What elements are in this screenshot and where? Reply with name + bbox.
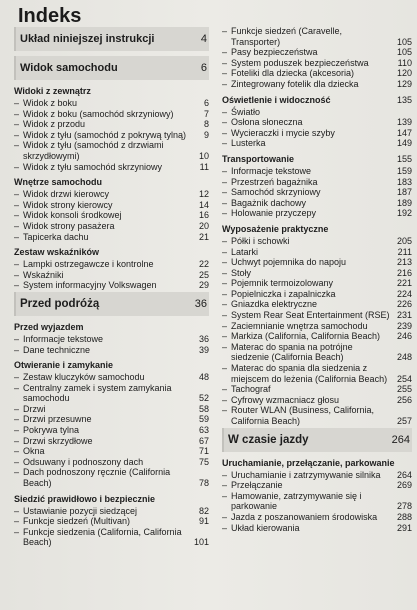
page-number: 264	[396, 469, 412, 480]
subsection-label: Transportowanie	[222, 153, 295, 164]
entry-label: Pasy bezpieczeństwa	[231, 47, 318, 58]
entry-label: Uruchamianie i zatrzymywanie silnika	[231, 469, 381, 480]
page-number: 159	[396, 165, 412, 176]
index-entry[interactable]	[14, 345, 209, 356]
entry-label: Foteliki dla dziecka (akcesoria)	[231, 68, 355, 79]
index-entry[interactable]	[222, 331, 412, 342]
page-number: 231	[396, 310, 412, 321]
page-number: 224	[396, 288, 412, 299]
page-number: 75	[198, 456, 209, 467]
section-header[interactable]	[14, 292, 209, 316]
page-number: 192	[396, 208, 412, 219]
entry-label: Wskaźniki	[23, 269, 64, 280]
section-label: Układ niniejszej instrukcji	[20, 33, 155, 45]
page-number: 269	[396, 480, 412, 491]
index-entry[interactable]	[14, 457, 209, 468]
index-entry[interactable]	[222, 166, 412, 177]
entry-label: Materac do spania na potrójne siedzenie (California Beach)	[231, 341, 353, 363]
page-number: 12	[198, 189, 209, 200]
page-number: 147	[396, 127, 412, 138]
entry-label: Widok konsoli środkowej	[23, 210, 122, 221]
entry-label: Ustawianie pozycji siedzącej	[23, 505, 138, 516]
entry-label: Uchwyt pojemnika do napoju	[231, 257, 347, 268]
page-number: 189	[396, 197, 412, 208]
entry-label: Widok z przodu	[23, 119, 86, 130]
entry-label: Widok strony pasażera	[23, 220, 115, 231]
page-number: 257	[396, 416, 412, 426]
index-entry[interactable]	[222, 187, 412, 198]
index-entry[interactable]	[222, 384, 412, 395]
index-entry[interactable]	[222, 138, 412, 149]
index-entry[interactable]	[14, 130, 209, 141]
index-entry[interactable]	[14, 162, 209, 173]
index-entry[interactable]	[222, 128, 412, 139]
index-entry[interactable]	[14, 119, 209, 130]
page-number: 110	[397, 57, 412, 68]
page-number: 105	[396, 47, 412, 58]
subsection-heading	[222, 94, 412, 106]
entry-label: Światło	[231, 106, 261, 117]
index-entry[interactable]	[14, 404, 209, 415]
subsection-heading	[14, 246, 209, 258]
page-number: 9	[203, 129, 209, 140]
index-entry[interactable]	[222, 523, 412, 534]
page-number: 59	[198, 414, 209, 425]
entry-label: Wycieraczki i mycie szyby	[231, 127, 335, 138]
entry-label: Układ kierowania	[231, 522, 300, 533]
index-entry[interactable]	[222, 395, 412, 406]
page-number: 16	[198, 210, 209, 221]
page-number: 7	[203, 108, 209, 119]
subsection-label: Oświetlenie i widoczność	[222, 94, 331, 105]
index-entry[interactable]	[14, 280, 209, 291]
entry-label: Widok drzwi kierowcy	[23, 189, 110, 200]
page-number: 36	[194, 297, 207, 310]
section-label: W czasie jazdy	[228, 433, 309, 446]
index-entry[interactable]	[222, 512, 412, 523]
index-entry[interactable]	[222, 68, 412, 79]
entry-label: Drzwi skrzydłowe	[23, 435, 93, 446]
subsection-label: Widoki z zewnątrz	[14, 86, 91, 96]
entry-label: Pojemnik termoizolowany	[231, 278, 334, 289]
index-entry[interactable]	[14, 232, 209, 243]
entry-label: System poduszek bezpieczeństwa	[231, 57, 369, 68]
left-column	[14, 26, 209, 548]
index-entry[interactable]	[222, 299, 412, 310]
entry-label: Bagażnik dachowy	[231, 197, 307, 208]
page-number: 187	[396, 187, 412, 198]
section-header[interactable]	[222, 428, 412, 452]
section-header[interactable]	[14, 27, 209, 51]
index-entry[interactable]	[222, 321, 412, 332]
entry-label: Tapicerka dachu	[23, 231, 89, 242]
subsection-label: Otwieranie i zamykanie	[14, 360, 114, 371]
index-entry[interactable]	[222, 491, 412, 512]
subsection-label: Uruchamianie, przełączanie, parkowanie	[222, 457, 395, 468]
page-number: 129	[396, 78, 412, 89]
index-entry[interactable]	[222, 58, 412, 69]
page-number: 264	[391, 433, 410, 446]
page-number: 78	[198, 478, 209, 489]
page-number: 288	[396, 511, 412, 522]
index-entry[interactable]	[222, 247, 412, 258]
page-number: 22	[198, 259, 209, 270]
index-entry[interactable]	[222, 310, 412, 321]
page-number: 213	[396, 257, 412, 268]
page-number: 135	[396, 94, 412, 105]
index-entry[interactable]	[14, 210, 209, 221]
page-number: 82	[198, 505, 209, 516]
entry-label: Centralny zamek i system zamykania samochodu	[23, 382, 172, 404]
entry-label: Drzwi przesuwne	[23, 414, 92, 425]
subsection-heading	[222, 223, 412, 235]
index-entry[interactable]	[14, 446, 209, 457]
subsection-label: Wnętrze samochodu	[14, 177, 103, 188]
index-entry[interactable]	[222, 268, 412, 279]
index-entry[interactable]	[14, 259, 209, 270]
index-entry[interactable]	[222, 47, 412, 58]
page-number: 10	[198, 150, 209, 161]
index-entry[interactable]	[14, 527, 209, 548]
index-entry[interactable]	[14, 383, 209, 404]
entry-label: Informacje tekstowe	[231, 165, 312, 176]
index-entry[interactable]	[222, 236, 412, 247]
page-number: 21	[198, 231, 209, 242]
page-number: 67	[198, 435, 209, 446]
entry-label: Zestaw kluczyków samochodu	[23, 372, 145, 383]
index-entry[interactable]	[222, 289, 412, 300]
subsection-heading	[222, 153, 412, 165]
index-entry[interactable]	[14, 270, 209, 281]
index-entry[interactable]	[14, 334, 209, 345]
entry-label: Widok z tyłu (samochód z pokrywą tylną)	[23, 129, 187, 140]
index-entry[interactable]	[14, 506, 209, 517]
page-number: 291	[396, 522, 412, 533]
entry-label: System Rear Seat Entertainment (RSE)	[231, 310, 390, 321]
page-number: 6	[200, 62, 207, 74]
index-entry[interactable]	[14, 200, 209, 211]
entry-label: Dane techniczne	[23, 344, 91, 355]
subsection-heading	[14, 493, 209, 505]
page-number: 101	[193, 537, 209, 548]
entry-label: Lampki ostrzegawcze i kontrolne	[23, 259, 154, 270]
page-number: 91	[198, 516, 209, 527]
entry-label: Zintegrowany fotelik dla dziecka	[231, 78, 359, 89]
index-entry[interactable]	[14, 98, 209, 109]
page-number: 139	[396, 117, 412, 128]
index-entry[interactable]	[222, 107, 412, 118]
page-number: 216	[396, 267, 412, 278]
index-entry[interactable]	[222, 117, 412, 128]
entry-label: Tachograf	[231, 384, 271, 395]
entry-label: Widok z boku (samochód skrzyniowy)	[23, 108, 174, 119]
entry-label: Lusterka	[231, 138, 266, 149]
page-number: 248	[396, 352, 412, 363]
index-entry[interactable]	[222, 79, 412, 90]
index-entry[interactable]	[222, 257, 412, 268]
page-number: 255	[396, 384, 412, 395]
index-entry[interactable]	[222, 470, 412, 481]
entry-label: Popielniczka i zapalniczka	[231, 288, 336, 299]
entry-label: Gniazdka elektryczne	[231, 299, 318, 310]
index-entry[interactable]	[222, 208, 412, 219]
right-column	[222, 26, 412, 533]
page-number: 29	[198, 280, 209, 291]
index-entry[interactable]	[222, 278, 412, 289]
index-entry[interactable]	[222, 26, 412, 47]
entry-label: Funkcje siedzeń (Caravelle, Transporter)	[231, 26, 343, 47]
subsection-label: Zestaw wskaźników	[14, 247, 100, 258]
page-number: 4	[200, 33, 207, 45]
page-number: 239	[396, 320, 412, 331]
entry-label: Stoły	[231, 267, 252, 278]
entry-label: Widok z tyłu samochód skrzyniowy	[23, 161, 163, 172]
page-number: 205	[396, 235, 412, 246]
section-label: Przed podróżą	[20, 297, 100, 310]
page-number: 6	[203, 98, 209, 108]
page-number: 58	[198, 403, 209, 414]
entry-label: Router WLAN (Business, California, California Beach)	[231, 405, 375, 426]
subsection-label: Przed wyjazdem	[14, 321, 84, 332]
entry-label: Odsuwany i podnoszony dach	[23, 456, 144, 467]
index-entry[interactable]	[14, 140, 209, 161]
entry-label: Przestrzeń bagażnika	[231, 176, 318, 187]
page-number: 105	[396, 36, 412, 47]
index-entry[interactable]	[222, 342, 412, 363]
entry-label: Samochód skrzyniowy	[231, 187, 321, 198]
page-number: 221	[396, 278, 412, 289]
index-entry[interactable]	[14, 414, 209, 425]
page-number: 120	[396, 68, 412, 79]
page-number: 183	[396, 176, 412, 187]
entry-label: Funkcje siedzeń (Multivan)	[23, 516, 131, 527]
index-entry[interactable]	[14, 221, 209, 232]
entry-label: Cyfrowy wzmacniacz głosu	[231, 394, 340, 405]
entry-label: Dach podnoszony ręcznie (California Beach)	[23, 467, 171, 489]
page-number: 48	[198, 372, 209, 383]
entry-label: Materac do spania dla siedzenia z miejscem do leżenia (California Beach)	[231, 363, 388, 384]
entry-label: Widok z tyłu (samochód z drzwiami skrzydłowymi)	[23, 140, 164, 161]
page-number: 71	[198, 446, 209, 457]
entry-label: Drzwi	[23, 403, 46, 414]
subsection-heading	[14, 321, 209, 333]
subsection-heading	[14, 85, 209, 97]
page-number: 20	[198, 220, 209, 231]
entry-label: Półki i schowki	[231, 235, 290, 246]
subsection-label: Siedzić prawidłowo i bezpiecznie	[14, 493, 156, 504]
entry-label: Widok strony kierowcy	[23, 199, 113, 210]
page-number: 155	[396, 153, 412, 164]
page-number: 149	[396, 138, 412, 149]
section-label: Widok samochodu	[20, 62, 118, 74]
page-number: 36	[198, 333, 209, 344]
page-number: 211	[397, 246, 412, 257]
subsection-label: Wyposażenie praktyczne	[222, 223, 329, 234]
entry-label: Holowanie przyczepy	[231, 208, 317, 219]
page-title: Indeks	[18, 5, 82, 27]
page-number: 39	[198, 344, 209, 355]
page-number: 14	[198, 199, 209, 210]
entry-label: Widok z boku	[23, 98, 78, 108]
index-entry[interactable]	[222, 405, 412, 426]
subsection-heading	[222, 457, 412, 469]
index-entry[interactable]	[14, 189, 209, 200]
index-entry[interactable]	[222, 363, 412, 384]
index-entry[interactable]	[14, 467, 209, 488]
entry-label: Latarki	[231, 246, 259, 257]
page-number: 63	[198, 425, 209, 436]
page-number: 52	[198, 393, 209, 404]
page-number: 254	[396, 373, 412, 384]
entry-label: System informacyjny Volkswagen	[23, 280, 157, 291]
index-entry[interactable]	[222, 480, 412, 491]
page-number: 246	[396, 331, 412, 342]
page-number: 8	[203, 119, 209, 130]
index-entry[interactable]	[222, 177, 412, 188]
entry-label: Funkcje siedzenia (California, California Beach)	[23, 526, 182, 548]
entry-label: Informacje tekstowe	[23, 333, 104, 344]
entry-label: Markiza (California, California Beach)	[231, 331, 381, 342]
index-entry[interactable]	[14, 436, 209, 447]
subsection-heading	[14, 359, 209, 371]
index-entry[interactable]	[14, 425, 209, 436]
entry-label: Zaciemnianie wnętrza samochodu	[231, 320, 368, 331]
index-entry[interactable]	[222, 198, 412, 209]
subsection-heading	[14, 176, 209, 188]
entry-label: Osłona słoneczna	[231, 117, 303, 128]
entry-label: Hamowanie, zatrzymywanie się i parkowanie	[231, 490, 362, 512]
page-number: 256	[396, 394, 412, 405]
page-number: 278	[396, 501, 412, 512]
index-entry[interactable]	[14, 372, 209, 383]
page-number: 226	[396, 299, 412, 310]
entry-label: Jazda z poszanowaniem środowiska	[231, 511, 378, 522]
entry-label: Pokrywa tylna	[23, 425, 80, 436]
entry-label: Okna	[23, 446, 45, 457]
index-entry[interactable]	[14, 516, 209, 527]
entry-label: Przełączanie	[231, 480, 283, 491]
page-number: 25	[198, 269, 209, 280]
section-header[interactable]	[14, 56, 209, 80]
index-entry[interactable]	[14, 109, 209, 120]
page-number: 11	[199, 161, 209, 172]
